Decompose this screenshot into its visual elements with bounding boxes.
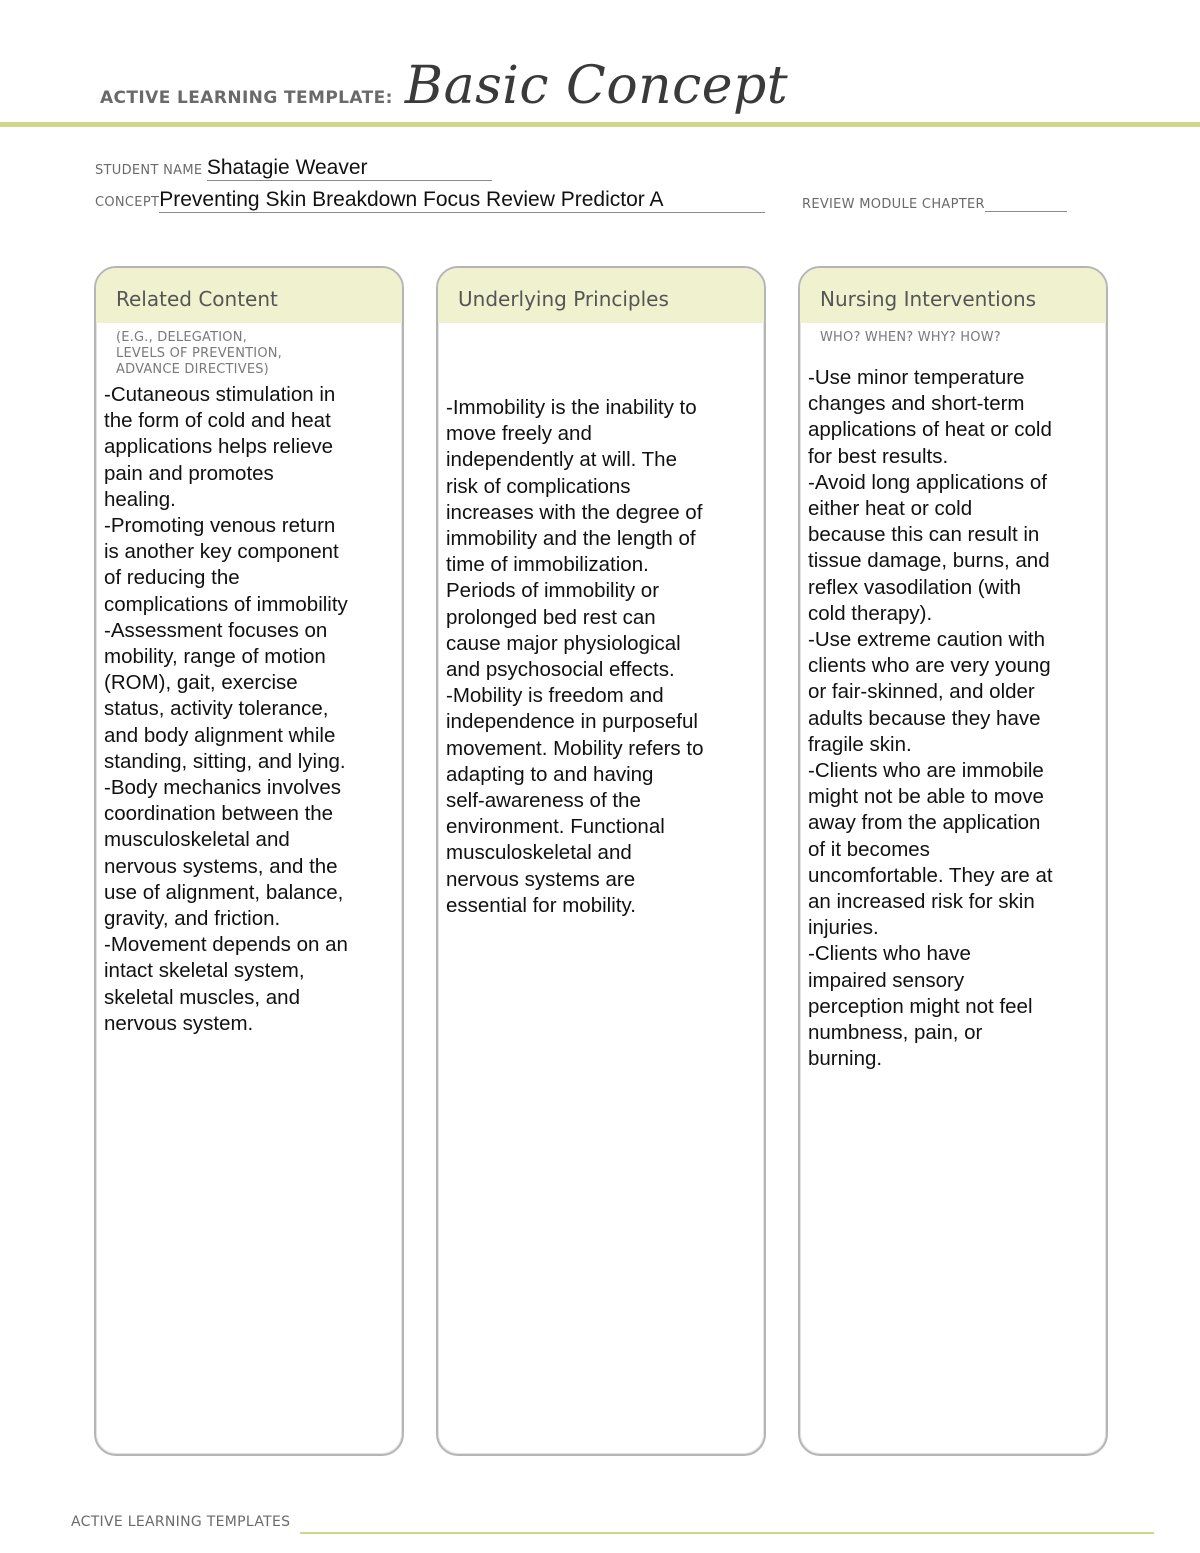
- panel-text-line: nervous systems are: [446, 867, 636, 891]
- panel-text-line: cause major physiological: [446, 631, 681, 655]
- review-module-line: [985, 197, 1067, 212]
- panel-text-line: fragile skin.: [808, 732, 912, 756]
- panel-text-line: -Avoid long applications of: [808, 470, 1047, 494]
- panel-text-line: of it becomes: [808, 837, 930, 861]
- template-header: [100, 56, 788, 116]
- panel-text-line: tissue damage, burns, and: [808, 549, 1050, 573]
- panel-text-line: gravity, and friction.: [104, 907, 281, 931]
- panel-text-line: -Body mechanics involves: [104, 776, 341, 800]
- panel-text-line: or fair-skinned, and older: [808, 680, 1035, 704]
- panel-text-line: and psychosocial effects.: [446, 658, 675, 682]
- student-name-label: STUDENT NAME: [95, 163, 203, 178]
- panel-text-line: reflex vasodilation (with: [808, 575, 1022, 599]
- panel-text-line: independence in purposeful: [446, 710, 698, 734]
- panel-text-line: -Use extreme caution with: [808, 628, 1045, 652]
- panel-title: Underlying Principles: [458, 287, 669, 311]
- panel-text-line: either heat or cold: [808, 497, 973, 521]
- panel-text-line: of reducing the: [104, 566, 240, 590]
- panel-text-line: intact skeletal system,: [104, 959, 305, 983]
- panel-text-line: musculoskeletal and: [104, 828, 290, 852]
- panel-text-line: away from the application: [808, 811, 1041, 835]
- panel-text-line: -Assessment focuses on: [104, 618, 328, 642]
- panel-related-content: [94, 266, 404, 1456]
- panel-text-line: -Immobility is the inability to: [446, 396, 697, 419]
- panel-text-line: environment. Functional: [446, 815, 665, 839]
- panel-header: [800, 268, 1106, 323]
- panel-hint-line: ADVANCE DIRECTIVES): [116, 362, 269, 377]
- panel-text-line: status, activity tolerance,: [104, 697, 329, 721]
- panel-text-line: increases with the degree of: [446, 500, 703, 524]
- student-name-field: [95, 156, 492, 181]
- panel-text-line: independently at will. The: [446, 448, 677, 472]
- panel-underlying-principles: [436, 266, 766, 1456]
- template-label: ACTIVE LEARNING TEMPLATE:: [100, 88, 393, 108]
- panel-text-line: -Use minor temperature: [808, 366, 1025, 389]
- panel-text-line: uncomfortable. They are at: [808, 863, 1053, 887]
- panel-header: [96, 268, 402, 323]
- panel-text-line: changes and short-term: [808, 392, 1025, 416]
- panel-text-line: applications of heat or cold: [808, 418, 1052, 442]
- panel-text-line: coordination between the: [104, 802, 334, 826]
- concept-value: Preventing Skin Breakdown Focus Review Predictor A: [159, 188, 664, 211]
- panel-text-line: nervous system.: [104, 1011, 254, 1035]
- panel-text-line: movement. Mobility refers to: [446, 736, 704, 760]
- panel-text-line: nervous systems, and the: [104, 854, 338, 878]
- panel-text-line: -Clients who have: [808, 942, 971, 966]
- panel-text-line: (ROM), gait, exercise: [104, 671, 298, 695]
- panel-text-line: burning.: [808, 1047, 883, 1071]
- panel-text-line: time of immobilization.: [446, 553, 649, 577]
- panel-text-line: impaired sensory: [808, 968, 965, 992]
- review-module-label: REVIEW MODULE CHAPTER: [802, 197, 985, 212]
- panel-body: [438, 395, 764, 919]
- footer-label: ACTIVE LEARNING TEMPLATES: [71, 1514, 291, 1530]
- panel-text-line: cold therapy).: [808, 601, 933, 625]
- panel-hint: [800, 330, 1106, 346]
- panel-text-line: -Cutaneous stimulation in: [104, 383, 336, 406]
- panel-body: [96, 382, 402, 1037]
- concept-field: [95, 188, 765, 213]
- panel-text-line: -Mobility is freedom and: [446, 684, 664, 708]
- panel-text-line: might not be able to move: [808, 785, 1044, 809]
- review-module-field: [802, 197, 1067, 212]
- template-title: Basic Concept: [404, 56, 789, 116]
- footer-divider: [300, 1532, 1154, 1534]
- concept-label: CONCEPT: [95, 195, 160, 210]
- panel-hint-line: (E.G., DELEGATION,: [116, 330, 247, 345]
- panel-header: [438, 268, 764, 323]
- panel-nursing-interventions: [798, 266, 1108, 1456]
- panel-text-line: prolonged bed rest can: [446, 605, 656, 629]
- panel-text-line: for best results.: [808, 444, 949, 468]
- panel-text-line: use of alignment, balance,: [104, 880, 344, 904]
- panel-text-line: clients who are very young: [808, 654, 1051, 678]
- panel-text-line: skeletal muscles, and: [104, 985, 300, 1009]
- panel-text-line: and body alignment while: [104, 723, 336, 747]
- panel-text-line: essential for mobility.: [446, 893, 636, 917]
- panel-text-line: immobility and the length of: [446, 527, 696, 551]
- panel-body: [800, 365, 1106, 1072]
- panel-text-line: perception might not feel: [808, 994, 1033, 1018]
- panel-text-line: because this can result in: [808, 523, 1040, 547]
- panel-text-line: -Movement depends on an: [104, 933, 348, 957]
- student-name-line: [207, 156, 492, 181]
- panel-text-line: the form of cold and heat: [104, 409, 331, 433]
- panel-hint-line: WHO? WHEN? WHY? HOW?: [820, 330, 1001, 345]
- panel-hint-line: LEVELS OF PREVENTION,: [116, 346, 283, 361]
- panel-text-line: an increased risk for skin: [808, 890, 1035, 914]
- panel-text-line: injuries.: [808, 916, 879, 940]
- panel-text-line: self-awareness of the: [446, 789, 641, 813]
- panel-text-line: risk of complications: [446, 474, 631, 498]
- student-name-value: Shatagie Weaver: [206, 156, 368, 179]
- panel-text-line: complications of immobility: [104, 592, 348, 616]
- panel-text-line: -Promoting venous return: [104, 514, 336, 538]
- concept-line: [159, 188, 765, 213]
- panel-hint: [96, 330, 402, 378]
- panel-text-line: move freely and: [446, 422, 592, 446]
- panel-text-line: applications helps relieve: [104, 435, 334, 459]
- panel-text-line: musculoskeletal and: [446, 841, 632, 865]
- panel-text-line: adults because they have: [808, 706, 1041, 730]
- header-divider: [0, 122, 1200, 127]
- panel-text-line: numbness, pain, or: [808, 1021, 983, 1045]
- panel-text-line: Periods of immobility or: [446, 579, 660, 603]
- panel-title: Nursing Interventions: [820, 287, 1037, 311]
- panel-text-line: mobility, range of motion: [104, 645, 326, 669]
- panel-text-line: is another key component: [104, 540, 339, 564]
- panel-text-line: healing.: [104, 487, 176, 511]
- panel-text-line: -Clients who are immobile: [808, 759, 1044, 783]
- panel-text-line: adapting to and having: [446, 762, 654, 786]
- panel-text-line: pain and promotes: [104, 461, 274, 485]
- panel-text-line: standing, sitting, and lying.: [104, 749, 346, 773]
- panel-title: Related Content: [116, 287, 278, 311]
